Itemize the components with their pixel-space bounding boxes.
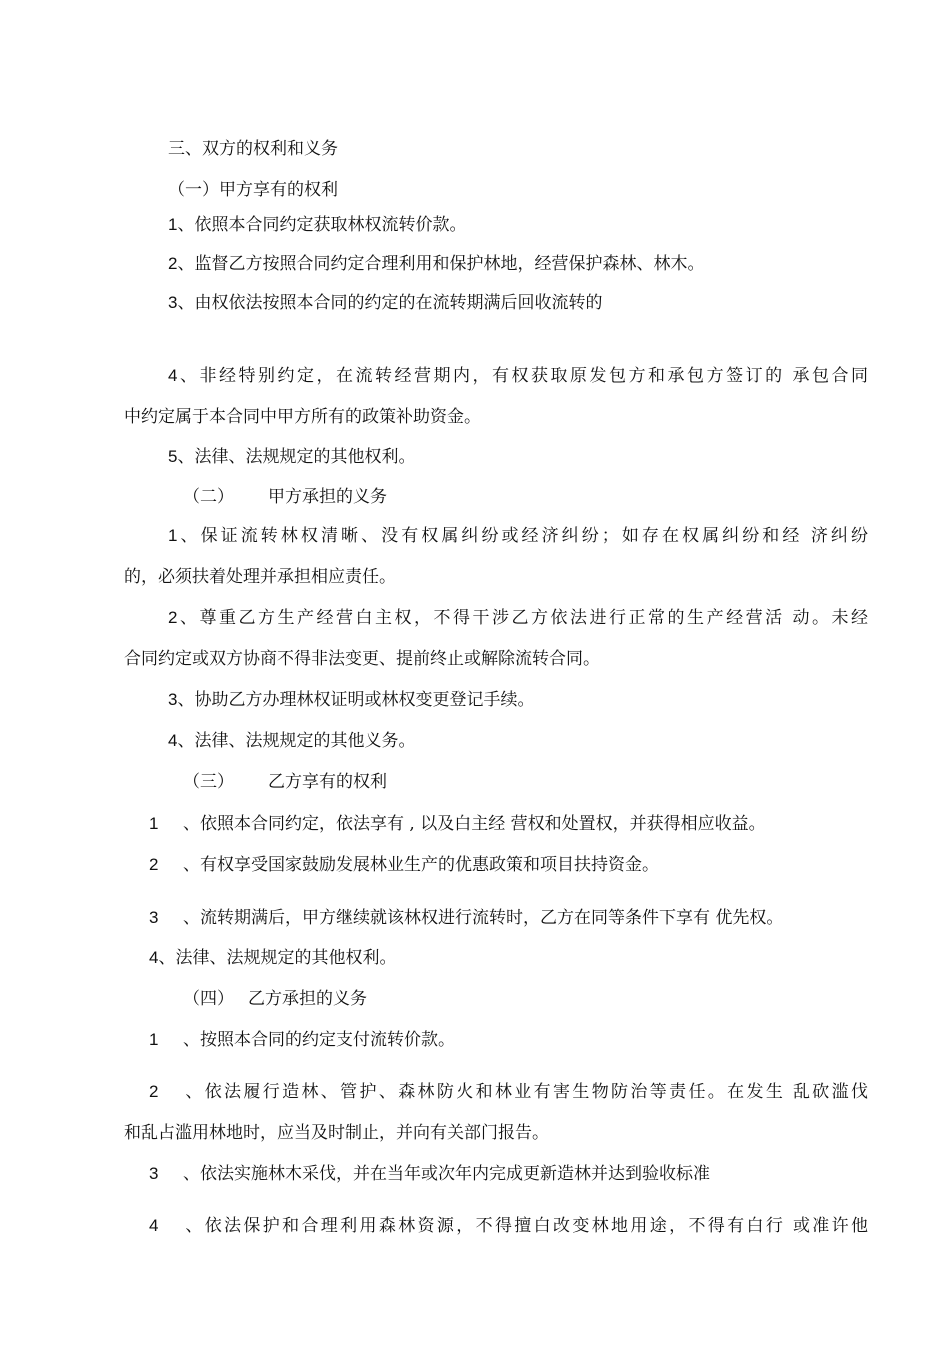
item-text: 、依法履行造林、管护、森林防火和林业有害生物防治等责任。在发生 乱砍滥伐 xyxy=(183,1082,868,1102)
item-text: 、非经特别约定，在流转经营期内，有权获取原发包方和承包方签订的 承包合同 xyxy=(177,366,868,386)
item-number: 2 xyxy=(149,1082,159,1101)
sub1-item-2 xyxy=(168,252,704,276)
sub1-heading: （一）甲方享有的权利 xyxy=(168,180,338,200)
sub1-item-4-continued: 中约定属于本合同中甲方所有的政策补助资金。 xyxy=(124,407,481,427)
sub4-heading xyxy=(183,987,367,1011)
sub4-item-4 xyxy=(149,1214,868,1238)
heading-text: 甲方承担的义务 xyxy=(268,487,387,507)
item-text: 、由权依法按照本合同的约定的在流转期满后回收流转的 xyxy=(177,293,603,313)
item-text: 、法律、法规规定的其他义务。 xyxy=(177,731,416,751)
heading-number: （二） xyxy=(183,487,234,507)
item-text: 、协助乙方办理林权证明或林权变更登记手续。 xyxy=(177,690,535,710)
item-number: 1 xyxy=(149,1030,159,1049)
sub1-item-4 xyxy=(168,364,868,388)
sub2-item-4 xyxy=(168,729,415,753)
item-text: 、依法实施林木采伐，并在当年或次年内完成更新造林并达到验收标准 xyxy=(183,1164,710,1184)
item-number: 1 xyxy=(149,814,159,833)
item-text: 、监督乙方按照合同约定合理利用和保护林地，经营保护森林、林木。 xyxy=(177,254,705,274)
item-number: 2 xyxy=(168,254,178,273)
item-number: 1 xyxy=(168,526,178,545)
sub4-item-3 xyxy=(149,1162,710,1186)
heading-text: 乙方享有的权利 xyxy=(268,772,387,792)
item-number: 3 xyxy=(168,690,178,709)
sub1-item-1 xyxy=(168,213,466,237)
sub2-heading xyxy=(183,485,387,509)
item-text: 、有权享受国家鼓励发展林业生产的优惠政策和项目扶持资金。 xyxy=(183,855,659,875)
sub3-item-2 xyxy=(149,853,659,877)
item-number: 4 xyxy=(149,948,159,967)
sub4-item-2 xyxy=(149,1080,868,1104)
item-number: 4 xyxy=(168,366,178,385)
item-number: 3 xyxy=(168,293,178,312)
item-text: 、尊重乙方生产经营白主权，不得干涉乙方依法进行正常的生产经营活 动。未经 xyxy=(177,608,868,628)
item-text: 、法律、法规规定的其他权利。 xyxy=(158,948,397,968)
item-number: 1 xyxy=(168,215,178,234)
heading-text: 乙方承担的义务 xyxy=(248,989,367,1009)
sub2-item-3 xyxy=(168,688,534,712)
sub2-item-2-continued: 合同约定或双方协商不得非法变更、提前终止或解除流转合同。 xyxy=(124,649,600,669)
sub1-item-3 xyxy=(168,291,602,315)
item-number: 2 xyxy=(149,855,159,874)
sub4-item-2-continued: 和乱占滥用林地时，应当及时制止，并向有关部门报告。 xyxy=(124,1123,549,1143)
item-text: 、按照本合同的约定支付流转价款。 xyxy=(183,1030,455,1050)
sub3-item-1 xyxy=(149,812,766,836)
item-text: 、依照本合同约定获取林权流转价款。 xyxy=(177,215,467,235)
sub2-item-1 xyxy=(168,524,868,548)
sub4-item-1 xyxy=(149,1028,455,1052)
item-number: 5 xyxy=(168,447,178,466)
sub1-item-5 xyxy=(168,445,415,469)
heading-number: （三） xyxy=(183,772,234,792)
sub2-item-1-continued: 的，必须扶着处理并承担相应责任。 xyxy=(124,567,396,587)
item-number: 4 xyxy=(168,731,178,750)
sub3-item-4 xyxy=(149,946,396,970)
item-number: 3 xyxy=(149,1164,159,1183)
item-number: 4 xyxy=(149,1216,159,1235)
sub3-item-3 xyxy=(149,906,783,930)
section-title: 三、双方的权利和义务 xyxy=(168,139,338,159)
item-number: 3 xyxy=(149,908,159,927)
item-text: 、流转期满后，甲方继续就该林权进行流转时，乙方在同等条件下享有 优先权。 xyxy=(183,908,784,928)
item-text: 、依照本合同约定，依法享有 , 以及白主经 营权和处置权，并获得相应收益。 xyxy=(183,814,766,834)
item-text: 、法律、法规规定的其他权利。 xyxy=(177,447,416,467)
item-number: 2 xyxy=(168,608,178,627)
heading-number: （四） xyxy=(183,989,234,1009)
sub2-item-2 xyxy=(168,606,868,630)
item-text: 、保证流转林权清晰、没有权属纠纷或经济纠纷；如存在权属纠纷和经 济纠纷 xyxy=(177,526,868,546)
item-text: 、依法保护和合理利用森林资源，不得擅白改变林地用途，不得有白行 或准许他 xyxy=(183,1216,868,1236)
sub3-heading xyxy=(183,770,387,794)
